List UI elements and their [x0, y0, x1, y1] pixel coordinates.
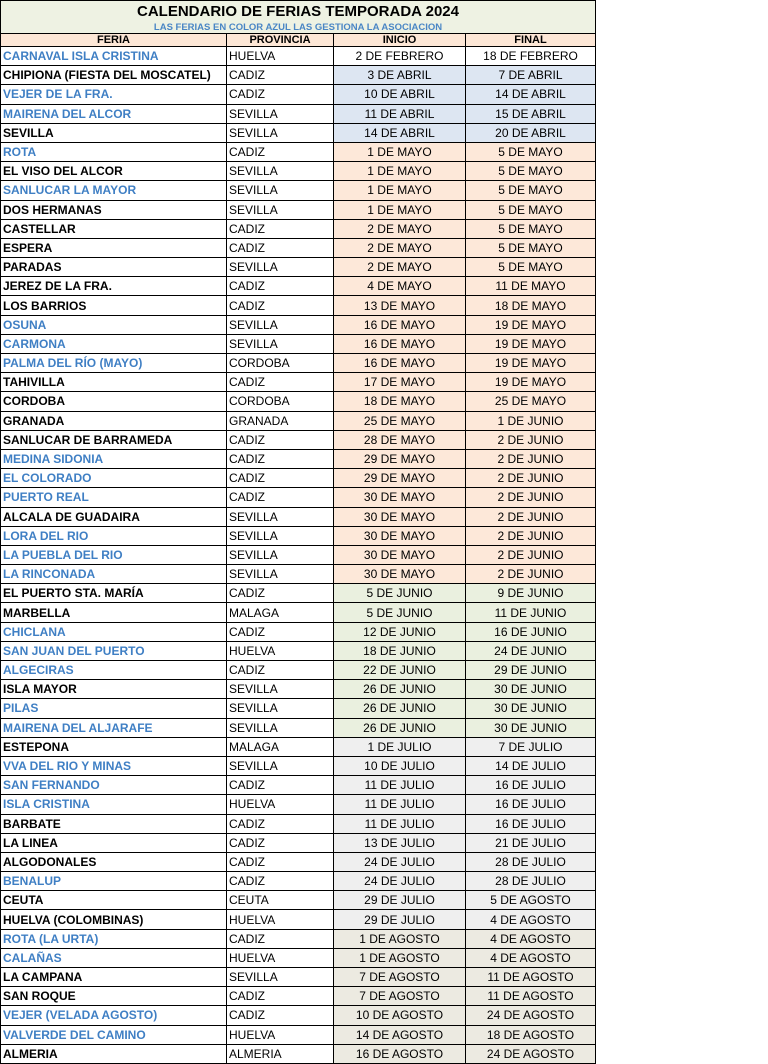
feria-name-cell: CEUTA — [1, 891, 227, 910]
final-date-cell: 24 DE AGOSTO — [466, 1044, 596, 1063]
provincia-cell: ALMERIA — [227, 1044, 334, 1063]
table-row — [1, 1025, 596, 1044]
provincia-cell: SEVILLA — [227, 699, 334, 718]
feria-name-cell: HUELVA (COLOMBINAS) — [1, 910, 227, 929]
inicio-date-cell: 1 DE JULIO — [334, 737, 466, 756]
inicio-date-cell: 30 DE MAYO — [334, 545, 466, 564]
final-date-cell: 25 DE MAYO — [466, 392, 596, 411]
provincia-cell: SEVILLA — [227, 181, 334, 200]
inicio-date-cell: 7 DE AGOSTO — [334, 968, 466, 987]
column-header-inicio: INICIO — [334, 34, 466, 47]
provincia-cell: CEUTA — [227, 891, 334, 910]
inicio-date-cell: 16 DE MAYO — [334, 354, 466, 373]
final-date-cell: 1 DE JUNIO — [466, 411, 596, 430]
table-row — [1, 968, 596, 987]
provincia-cell: CADIZ — [227, 987, 334, 1006]
table-row — [1, 545, 596, 564]
table-row — [1, 603, 596, 622]
final-date-cell: 2 DE JUNIO — [466, 430, 596, 449]
table-row — [1, 872, 596, 891]
final-date-cell: 5 DE MAYO — [466, 258, 596, 277]
inicio-date-cell: 16 DE MAYO — [334, 315, 466, 334]
provincia-cell: CORDOBA — [227, 392, 334, 411]
final-date-cell: 5 DE MAYO — [466, 219, 596, 238]
inicio-date-cell: 4 DE MAYO — [334, 277, 466, 296]
provincia-cell: CADIZ — [227, 661, 334, 680]
provincia-cell: SEVILLA — [227, 123, 334, 142]
table-row — [1, 200, 596, 219]
provincia-cell: CADIZ — [227, 449, 334, 468]
provincia-cell: HUELVA — [227, 47, 334, 66]
provincia-cell: CADIZ — [227, 296, 334, 315]
table-row — [1, 699, 596, 718]
inicio-date-cell: 14 DE AGOSTO — [334, 1025, 466, 1044]
final-date-cell: 28 DE JULIO — [466, 872, 596, 891]
inicio-date-cell: 1 DE MAYO — [334, 181, 466, 200]
inicio-date-cell: 11 DE ABRIL — [334, 104, 466, 123]
provincia-cell: CADIZ — [227, 219, 334, 238]
inicio-date-cell: 12 DE JUNIO — [334, 622, 466, 641]
inicio-date-cell: 1 DE AGOSTO — [334, 948, 466, 967]
final-date-cell: 18 DE FEBRERO — [466, 47, 596, 66]
final-date-cell: 30 DE JUNIO — [466, 680, 596, 699]
table-row — [1, 795, 596, 814]
feria-name-cell: BARBATE — [1, 814, 227, 833]
final-date-cell: 14 DE JULIO — [466, 756, 596, 775]
final-date-cell: 4 DE AGOSTO — [466, 929, 596, 948]
final-date-cell: 28 DE JULIO — [466, 852, 596, 871]
table-row — [1, 641, 596, 660]
final-date-cell: 5 DE MAYO — [466, 181, 596, 200]
provincia-cell: MALAGA — [227, 737, 334, 756]
table-row — [1, 584, 596, 603]
inicio-date-cell: 5 DE JUNIO — [334, 603, 466, 622]
table-row — [1, 718, 596, 737]
feria-name-cell: LA CAMPANA — [1, 968, 227, 987]
feria-name-cell: SEVILLA — [1, 123, 227, 142]
provincia-cell: CADIZ — [227, 142, 334, 161]
feria-name-cell: MAIRENA DEL ALJARAFE — [1, 718, 227, 737]
feria-name-cell: OSUNA — [1, 315, 227, 334]
table-row — [1, 104, 596, 123]
provincia-cell: SEVILLA — [227, 104, 334, 123]
provincia-cell: SEVILLA — [227, 545, 334, 564]
final-date-cell: 11 DE JUNIO — [466, 603, 596, 622]
final-date-cell: 30 DE JUNIO — [466, 699, 596, 718]
table-row — [1, 987, 596, 1006]
inicio-date-cell: 25 DE MAYO — [334, 411, 466, 430]
table-row — [1, 85, 596, 104]
final-date-cell: 19 DE MAYO — [466, 315, 596, 334]
inicio-date-cell: 24 DE JULIO — [334, 872, 466, 891]
final-date-cell: 18 DE AGOSTO — [466, 1025, 596, 1044]
table-row — [1, 219, 596, 238]
final-date-cell: 2 DE JUNIO — [466, 469, 596, 488]
table-row — [1, 469, 596, 488]
feria-name-cell: MARBELLA — [1, 603, 227, 622]
final-date-cell: 11 DE AGOSTO — [466, 968, 596, 987]
final-date-cell: 7 DE ABRIL — [466, 66, 596, 85]
inicio-date-cell: 26 DE JUNIO — [334, 699, 466, 718]
feria-name-cell: VALVERDE DEL CAMINO — [1, 1025, 227, 1044]
feria-name-cell: PILAS — [1, 699, 227, 718]
inicio-date-cell: 11 DE JULIO — [334, 814, 466, 833]
table-row — [1, 910, 596, 929]
provincia-cell: SEVILLA — [227, 526, 334, 545]
table-row — [1, 162, 596, 181]
final-date-cell: 21 DE JULIO — [466, 833, 596, 852]
inicio-date-cell: 28 DE MAYO — [334, 430, 466, 449]
feria-name-cell: ISLA CRISTINA — [1, 795, 227, 814]
feria-name-cell: CARMONA — [1, 334, 227, 353]
final-date-cell: 2 DE JUNIO — [466, 545, 596, 564]
table-row — [1, 66, 596, 85]
table-row — [1, 181, 596, 200]
feria-name-cell: CHICLANA — [1, 622, 227, 641]
feria-name-cell: VEJER (VELADA AGOSTO) — [1, 1006, 227, 1025]
inicio-date-cell: 24 DE JULIO — [334, 852, 466, 871]
final-date-cell: 4 DE AGOSTO — [466, 910, 596, 929]
provincia-cell: HUELVA — [227, 910, 334, 929]
column-header-final: FINAL — [466, 34, 596, 47]
provincia-cell: SEVILLA — [227, 565, 334, 584]
inicio-date-cell: 2 DE FEBRERO — [334, 47, 466, 66]
table-row — [1, 1006, 596, 1025]
inicio-date-cell: 10 DE ABRIL — [334, 85, 466, 104]
provincia-cell: CADIZ — [227, 622, 334, 641]
provincia-cell: CADIZ — [227, 85, 334, 104]
table-row — [1, 258, 596, 277]
feria-name-cell: CORDOBA — [1, 392, 227, 411]
final-date-cell: 5 DE MAYO — [466, 238, 596, 257]
inicio-date-cell: 30 DE MAYO — [334, 488, 466, 507]
inicio-date-cell: 29 DE JULIO — [334, 910, 466, 929]
final-date-cell: 2 DE JUNIO — [466, 565, 596, 584]
feria-name-cell: EL PUERTO STA. MARÍA — [1, 584, 227, 603]
table-row — [1, 1044, 596, 1063]
inicio-date-cell: 26 DE JUNIO — [334, 680, 466, 699]
feria-name-cell: CHIPIONA (FIESTA DEL MOSCATEL) — [1, 66, 227, 85]
inicio-date-cell: 16 DE AGOSTO — [334, 1044, 466, 1063]
feria-name-cell: ROTA — [1, 142, 227, 161]
feria-name-cell: LA RINCONADA — [1, 565, 227, 584]
feria-name-cell: ISLA MAYOR — [1, 680, 227, 699]
final-date-cell: 24 DE JUNIO — [466, 641, 596, 660]
table-row — [1, 430, 596, 449]
table-row — [1, 852, 596, 871]
association-note: LAS FERIAS EN COLOR AZUL LAS GESTIONA LA ASOCIACION — [1, 22, 596, 34]
provincia-cell: CADIZ — [227, 469, 334, 488]
final-date-cell: 11 DE MAYO — [466, 277, 596, 296]
table-row — [1, 277, 596, 296]
table-row — [1, 814, 596, 833]
final-date-cell: 29 DE JUNIO — [466, 661, 596, 680]
feria-name-cell: SAN JUAN DEL PUERTO — [1, 641, 227, 660]
inicio-date-cell: 29 DE MAYO — [334, 469, 466, 488]
table-row — [1, 334, 596, 353]
table-row — [1, 238, 596, 257]
provincia-cell: CADIZ — [227, 833, 334, 852]
table-row — [1, 948, 596, 967]
inicio-date-cell: 7 DE AGOSTO — [334, 987, 466, 1006]
final-date-cell: 5 DE MAYO — [466, 162, 596, 181]
table-header-row — [1, 34, 596, 47]
feria-name-cell: JEREZ DE LA FRA. — [1, 277, 227, 296]
inicio-date-cell: 2 DE MAYO — [334, 219, 466, 238]
inicio-date-cell: 13 DE MAYO — [334, 296, 466, 315]
inicio-date-cell: 29 DE JULIO — [334, 891, 466, 910]
provincia-cell: SEVILLA — [227, 718, 334, 737]
final-date-cell: 16 DE JULIO — [466, 795, 596, 814]
provincia-cell: MALAGA — [227, 603, 334, 622]
inicio-date-cell: 11 DE JULIO — [334, 776, 466, 795]
provincia-cell: SEVILLA — [227, 162, 334, 181]
feria-name-cell: CARNAVAL ISLA CRISTINA — [1, 47, 227, 66]
provincia-cell: SEVILLA — [227, 334, 334, 353]
table-body — [1, 47, 596, 1064]
provincia-cell: HUELVA — [227, 1025, 334, 1044]
provincia-cell: SEVILLA — [227, 507, 334, 526]
inicio-date-cell: 3 DE ABRIL — [334, 66, 466, 85]
inicio-date-cell: 30 DE MAYO — [334, 565, 466, 584]
feria-name-cell: PARADAS — [1, 258, 227, 277]
provincia-cell: CORDOBA — [227, 354, 334, 373]
final-date-cell: 7 DE JULIO — [466, 737, 596, 756]
provincia-cell: CADIZ — [227, 1006, 334, 1025]
final-date-cell: 2 DE JUNIO — [466, 507, 596, 526]
final-date-cell: 2 DE JUNIO — [466, 526, 596, 545]
inicio-date-cell: 17 DE MAYO — [334, 373, 466, 392]
feria-name-cell: GRANADA — [1, 411, 227, 430]
provincia-cell: CADIZ — [227, 929, 334, 948]
inicio-date-cell: 1 DE MAYO — [334, 162, 466, 181]
inicio-date-cell: 30 DE MAYO — [334, 526, 466, 545]
feria-name-cell: TAHIVILLA — [1, 373, 227, 392]
feria-name-cell: MAIRENA DEL ALCOR — [1, 104, 227, 123]
table-row — [1, 526, 596, 545]
table-row — [1, 737, 596, 756]
column-header-feria: FERIA — [1, 34, 227, 47]
table-row — [1, 296, 596, 315]
feria-name-cell: LA LINEA — [1, 833, 227, 852]
table-row — [1, 891, 596, 910]
table-row — [1, 411, 596, 430]
final-date-cell: 16 DE JULIO — [466, 814, 596, 833]
table-row — [1, 123, 596, 142]
table-row — [1, 507, 596, 526]
final-date-cell: 9 DE JUNIO — [466, 584, 596, 603]
feria-name-cell: DOS HERMANAS — [1, 200, 227, 219]
table-row — [1, 47, 596, 66]
provincia-cell: CADIZ — [227, 488, 334, 507]
feria-name-cell: EL COLORADO — [1, 469, 227, 488]
final-date-cell: 2 DE JUNIO — [466, 488, 596, 507]
provincia-cell: CADIZ — [227, 852, 334, 871]
provincia-cell: SEVILLA — [227, 968, 334, 987]
provincia-cell: CADIZ — [227, 584, 334, 603]
provincia-cell: SEVILLA — [227, 200, 334, 219]
feria-name-cell: ALCALA DE GUADAIRA — [1, 507, 227, 526]
final-date-cell: 15 DE ABRIL — [466, 104, 596, 123]
provincia-cell: CADIZ — [227, 277, 334, 296]
page-title: CALENDARIO DE FERIAS TEMPORADA 2024 — [1, 1, 596, 23]
inicio-date-cell: 30 DE MAYO — [334, 507, 466, 526]
table-row — [1, 661, 596, 680]
feria-name-cell: LOS BARRIOS — [1, 296, 227, 315]
final-date-cell: 30 DE JUNIO — [466, 718, 596, 737]
provincia-cell: CADIZ — [227, 814, 334, 833]
inicio-date-cell: 18 DE JUNIO — [334, 641, 466, 660]
inicio-date-cell: 26 DE JUNIO — [334, 718, 466, 737]
table-row — [1, 776, 596, 795]
final-date-cell: 19 DE MAYO — [466, 354, 596, 373]
inicio-date-cell: 1 DE MAYO — [334, 142, 466, 161]
provincia-cell: CADIZ — [227, 373, 334, 392]
table-row — [1, 929, 596, 948]
final-date-cell: 19 DE MAYO — [466, 373, 596, 392]
table-row — [1, 565, 596, 584]
final-date-cell: 19 DE MAYO — [466, 334, 596, 353]
feria-name-cell: ROTA (LA URTA) — [1, 929, 227, 948]
provincia-cell: CADIZ — [227, 776, 334, 795]
feria-name-cell: ALGECIRAS — [1, 661, 227, 680]
provincia-cell: CADIZ — [227, 872, 334, 891]
feria-name-cell: ESPERA — [1, 238, 227, 257]
final-date-cell: 18 DE MAYO — [466, 296, 596, 315]
feria-name-cell: PALMA DEL RÍO (MAYO) — [1, 354, 227, 373]
column-header-provincia: PROVINCIA — [227, 34, 334, 47]
final-date-cell: 24 DE AGOSTO — [466, 1006, 596, 1025]
final-date-cell: 11 DE AGOSTO — [466, 987, 596, 1006]
feria-name-cell: CALAÑAS — [1, 948, 227, 967]
feria-name-cell: ESTEPONA — [1, 737, 227, 756]
inicio-date-cell: 22 DE JUNIO — [334, 661, 466, 680]
final-date-cell: 5 DE MAYO — [466, 200, 596, 219]
table-row — [1, 315, 596, 334]
feria-name-cell: SAN FERNANDO — [1, 776, 227, 795]
provincia-cell: SEVILLA — [227, 258, 334, 277]
feria-name-cell: LA PUEBLA DEL RIO — [1, 545, 227, 564]
provincia-cell: HUELVA — [227, 795, 334, 814]
feria-name-cell: VEJER DE LA FRA. — [1, 85, 227, 104]
provincia-cell: CADIZ — [227, 238, 334, 257]
table-row — [1, 622, 596, 641]
feria-name-cell: EL VISO DEL ALCOR — [1, 162, 227, 181]
table-row — [1, 449, 596, 468]
table-row — [1, 354, 596, 373]
final-date-cell: 16 DE JULIO — [466, 776, 596, 795]
feria-name-cell: LORA DEL RIO — [1, 526, 227, 545]
feria-name-cell: PUERTO REAL — [1, 488, 227, 507]
provincia-cell: SEVILLA — [227, 756, 334, 775]
final-date-cell: 5 DE MAYO — [466, 142, 596, 161]
inicio-date-cell: 5 DE JUNIO — [334, 584, 466, 603]
feria-name-cell: ALGODONALES — [1, 852, 227, 871]
final-date-cell: 4 DE AGOSTO — [466, 948, 596, 967]
final-date-cell: 16 DE JUNIO — [466, 622, 596, 641]
inicio-date-cell: 29 DE MAYO — [334, 449, 466, 468]
provincia-cell: SEVILLA — [227, 680, 334, 699]
inicio-date-cell: 1 DE MAYO — [334, 200, 466, 219]
table-row — [1, 142, 596, 161]
inicio-date-cell: 11 DE JULIO — [334, 795, 466, 814]
feria-name-cell: CASTELLAR — [1, 219, 227, 238]
feria-name-cell: BENALUP — [1, 872, 227, 891]
feria-name-cell: SAN ROQUE — [1, 987, 227, 1006]
table-row — [1, 373, 596, 392]
feria-name-cell: SANLUCAR LA MAYOR — [1, 181, 227, 200]
final-date-cell: 14 DE ABRIL — [466, 85, 596, 104]
final-date-cell: 2 DE JUNIO — [466, 449, 596, 468]
inicio-date-cell: 13 DE JULIO — [334, 833, 466, 852]
table-row — [1, 756, 596, 775]
final-date-cell: 5 DE AGOSTO — [466, 891, 596, 910]
inicio-date-cell: 2 DE MAYO — [334, 258, 466, 277]
inicio-date-cell: 14 DE ABRIL — [334, 123, 466, 142]
provincia-cell: CADIZ — [227, 66, 334, 85]
inicio-date-cell: 10 DE JULIO — [334, 756, 466, 775]
inicio-date-cell: 16 DE MAYO — [334, 334, 466, 353]
inicio-date-cell: 18 DE MAYO — [334, 392, 466, 411]
provincia-cell: HUELVA — [227, 641, 334, 660]
table-row — [1, 680, 596, 699]
inicio-date-cell: 2 DE MAYO — [334, 238, 466, 257]
inicio-date-cell: 10 DE AGOSTO — [334, 1006, 466, 1025]
table-row — [1, 833, 596, 852]
feria-name-cell: MEDINA SIDONIA — [1, 449, 227, 468]
provincia-cell: SEVILLA — [227, 315, 334, 334]
table-row — [1, 488, 596, 507]
provincia-cell: HUELVA — [227, 948, 334, 967]
inicio-date-cell: 1 DE AGOSTO — [334, 929, 466, 948]
feria-name-cell: SANLUCAR DE BARRAMEDA — [1, 430, 227, 449]
provincia-cell: GRANADA — [227, 411, 334, 430]
table-row — [1, 392, 596, 411]
provincia-cell: CADIZ — [227, 430, 334, 449]
feria-name-cell: VVA DEL RIO Y MINAS — [1, 756, 227, 775]
final-date-cell: 20 DE ABRIL — [466, 123, 596, 142]
feria-name-cell: ALMERIA — [1, 1044, 227, 1063]
